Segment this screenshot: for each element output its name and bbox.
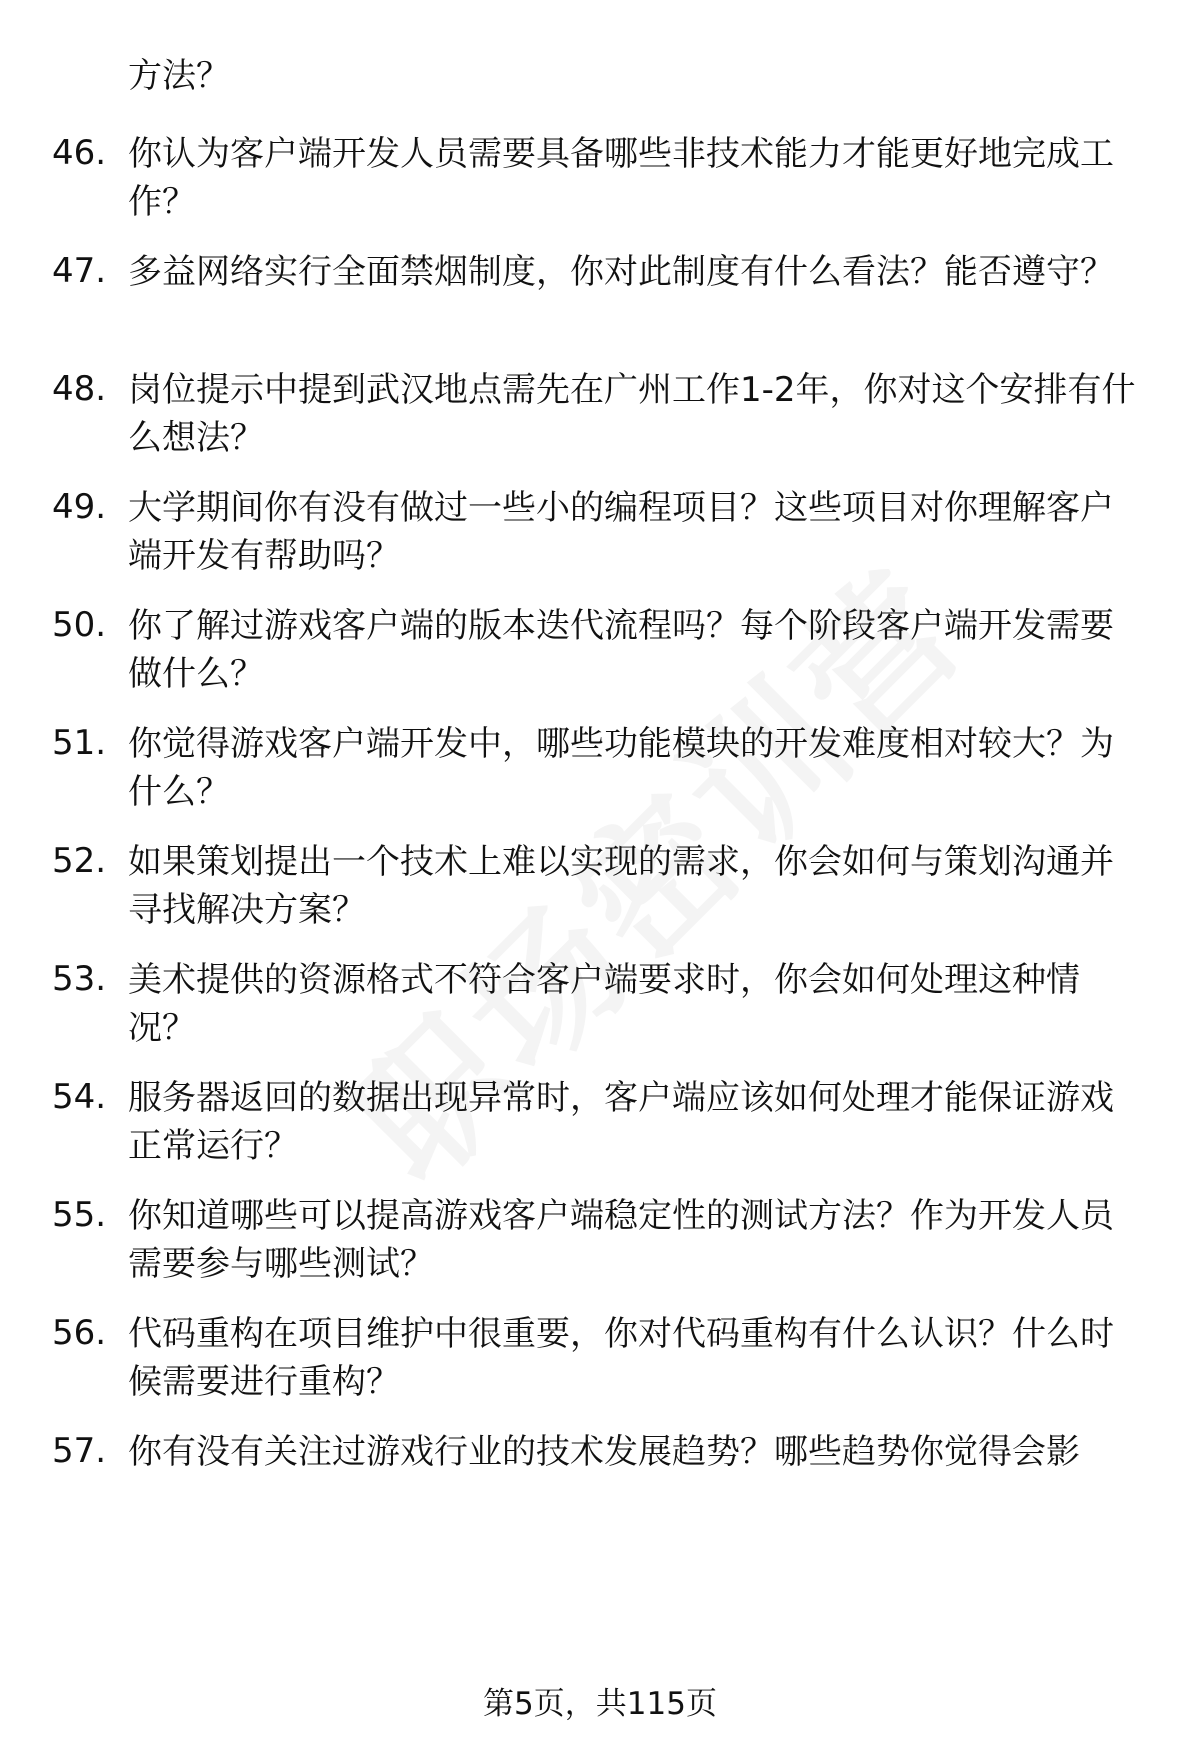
question-number: 52. — [52, 841, 107, 881]
question-text: 你知道哪些可以提高游戏客户端稳定性的测试方法？作为开发人员需要参与哪些测试？ — [128, 1196, 1114, 1284]
question-number: 55. — [52, 1195, 107, 1235]
question-number: 56. — [52, 1313, 107, 1353]
question-number: 50. — [52, 605, 107, 645]
page-footer: 第5页，共115页 — [483, 1686, 717, 1722]
question-number: 57. — [52, 1431, 107, 1471]
question-text: 你了解过游戏客户端的版本迭代流程吗？每个阶段客户端开发需要做什么？ — [128, 606, 1114, 694]
question-text: 岗位提示中提到武汉地点需先在广州工作1-2年，你对这个安排有什么想法？ — [128, 370, 1136, 458]
question-number: 48. — [52, 369, 107, 409]
question-text: 你认为客户端开发人员需要具备哪些非技术能力才能更好地完成工作？ — [128, 134, 1114, 222]
question-number: 53. — [52, 959, 107, 999]
question-number: 46. — [52, 133, 107, 173]
question-text: 方法？ — [128, 56, 230, 96]
question-number: 49. — [52, 487, 107, 527]
question-number: 47. — [52, 251, 107, 291]
question-number: 51. — [52, 723, 107, 763]
question-text: 如果策划提出一个技术上难以实现的需求，你会如何与策划沟通并寻找解决方案？ — [128, 842, 1114, 930]
question-text: 你觉得游戏客户端开发中，哪些功能模块的开发难度相对较大？为什么？ — [128, 724, 1114, 812]
question-text: 代码重构在项目维护中很重要，你对代码重构有什么认识？什么时候需要进行重构？ — [128, 1314, 1114, 1402]
question-number: 54. — [52, 1077, 107, 1117]
question-text: 美术提供的资源格式不符合客户端要求时，你会如何处理这种情况？ — [128, 960, 1080, 1048]
question-text: 你有没有关注过游戏行业的技术发展趋势？哪些趋势你觉得会影 — [128, 1432, 1080, 1472]
question-text: 多益网络实行全面禁烟制度，你对此制度有什么看法？能否遵守？ — [128, 252, 1114, 292]
question-text: 大学期间你有没有做过一些小的编程项目？这些项目对你理解客户端开发有帮助吗？ — [128, 488, 1114, 576]
question-text: 服务器返回的数据出现异常时，客户端应该如何处理才能保证游戏正常运行？ — [128, 1078, 1114, 1166]
